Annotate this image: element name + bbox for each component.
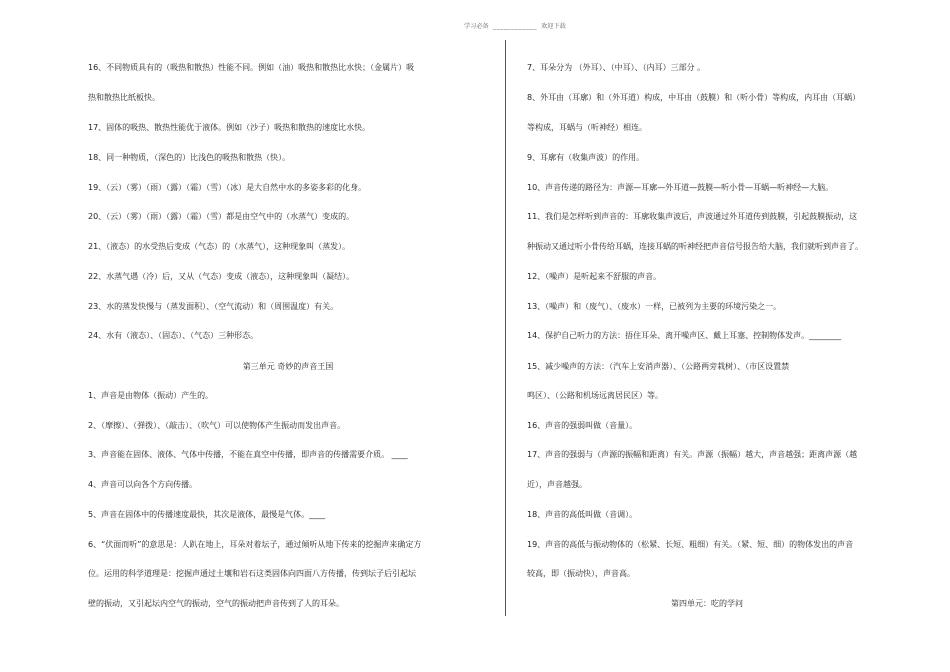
- text-line: 17、固体的吸热、散热性能优于液体。例如（沙子）吸热和散热的速度比水快。: [88, 123, 371, 132]
- text-line: 18、声音的高低叫做（音调）。: [527, 510, 638, 519]
- text-line: 15、减少噪声的方法：（汽车上安消声器）、（公路两旁栽树）、（市区设置禁: [527, 362, 790, 371]
- text-line: 6、“伏面而听”的意思是：人趴在地上，耳朵对着坛子，通过倾听从地下传来的挖掘声来确定方: [88, 540, 422, 549]
- text-line: 鸣区）、（公路和机场远离居民区）等。: [527, 391, 663, 400]
- page-header: [464, 21, 614, 33]
- text-line: 9、耳廓有（收集声波）的作用。: [527, 153, 645, 162]
- text-line: 12、（噪声）是听起来不舒服的声音。: [527, 272, 662, 281]
- text-line: 位。运用的科学道理是：挖掘声通过土壤和岩石这类固体向四面八方传播，传到坛子后引起坛: [88, 569, 416, 578]
- text-line: 7、耳朵分为 （外耳）、（中耳）、（内耳）三部分 。: [527, 63, 706, 72]
- text-line: 19、（云）（雾）（雨）（露）（霜）（雪）（冰）是大自然中水的多姿多彩的化身。: [88, 183, 367, 192]
- section-heading: 第四单元：吃的学问: [671, 599, 743, 608]
- text-line: 18、同一种物质，（深色的）比浅色的吸热和散热（快）。: [88, 153, 291, 162]
- text-line: 17、声音的强弱与（声源的振幅和距离）有关。声源（振幅）越大，声音越强；距离声源（越: [527, 450, 858, 459]
- text-line: 16、声音的强弱叫做（音量）。: [527, 421, 638, 430]
- text-line: 4、声音可以向各个方向传播。: [88, 480, 198, 489]
- text-line: 19、声音的高低与振动物体的（松紧、长短、粗细）有关。（紧、短、细）的物体发出的声音: [527, 540, 854, 549]
- text-line: 5、声音在固体中的传播速度最快，其次是液体，最慢是气体。____: [88, 510, 326, 519]
- text-line: 1、声音是由物体（振动）产生的。: [88, 391, 214, 400]
- text-line: 16、不同物质具有的（吸热和散热）性能不同。例如（油）吸热和散热比水快；（金属片）吸: [88, 63, 415, 72]
- text-line: 20、（云）（雾）（雨）（露）（霜）（雪）都是由空气中的（水蒸气）变成的。: [88, 212, 355, 221]
- text-line: 11、我们是怎样听到声音的：耳廓收集声波后，声波通过外耳道传到鼓膜，引起鼓膜振动，这: [527, 212, 858, 221]
- header-dots: ____________: [492, 23, 538, 30]
- column-divider: [505, 40, 506, 616]
- text-line: 壁的振动，又引起坛内空气的振动，空气的振动把声音传到了人的耳朵。: [88, 599, 344, 608]
- text-line: 10、声音传递的路径为：声源—耳廓—外耳道—鼓膜—听小骨—耳蜗—听神经—大脑。: [527, 183, 834, 192]
- text-line: 21、（液态）的水受热后变成（气态）的（水蒸气），这种现象叫（蒸发）。: [88, 242, 351, 251]
- text-line: 近），声音越强。: [527, 480, 587, 489]
- text-line: 3、声音能在固体、液体、气体中传播，不能在真空中传播，即声音的传播需要介质。 ____: [88, 450, 408, 459]
- section-heading: 第三单元 奇妙的声音王国: [242, 362, 334, 371]
- text-line: 等构成，耳蜗与（听神经）相连。: [527, 123, 647, 132]
- header-right-text: 欢迎下载: [541, 23, 566, 30]
- text-line: 2、（摩擦）、（弹拨）、（敲击）、（吹气）可以使物体产生振动而发出声音。: [88, 421, 346, 430]
- text-line: 23、水的蒸发快慢与（蒸发面积）、（空气流动）和（周围温度）有关。: [88, 302, 339, 311]
- text-line: 种振动又通过听小骨传给耳蜗，连接耳蜗的听神经把声音信号报告给大脑，我们就听到声音了。: [527, 242, 863, 251]
- text-line: 14、保护自己听力的方法：捂住耳朵、离开噪声区、戴上耳塞、控制物体发声。________: [527, 331, 842, 340]
- text-line: 较高，即（振动快），声音高。: [527, 569, 635, 578]
- header-left-text: 学习必备: [464, 23, 489, 30]
- text-line: 8、外耳由（耳廓）和（外耳道）构成，中耳由（鼓膜）和（听小骨）等构成，内耳由（耳蜗）: [527, 93, 861, 102]
- text-line: 热和散热比纸板快。: [88, 93, 160, 102]
- text-line: 22、水蒸气遇（冷）后，又从（气态）变成（液态），这种现象叫（凝结）。: [88, 272, 355, 281]
- text-line: 24、水有（液态）、（固态）、（气态）三种形态。: [88, 331, 259, 340]
- text-line: 13、（噪声）和（废气）、（废水）一样，已被列为主要的环境污染之一。: [527, 302, 782, 311]
